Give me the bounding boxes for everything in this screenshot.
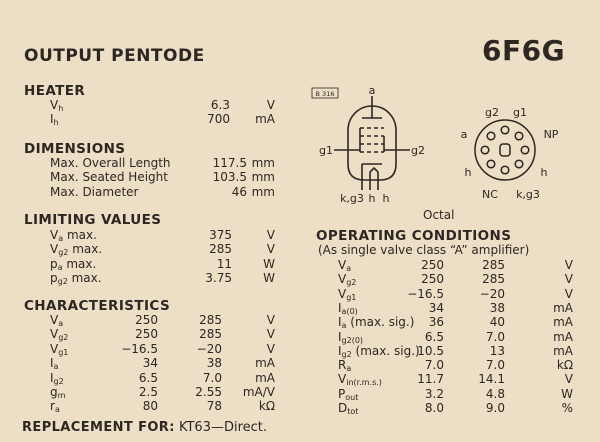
table-row <box>0 315 600 329</box>
row-value-1: 250 <box>135 313 158 327</box>
replacement-label: REPLACEMENT FOR: <box>22 420 175 435</box>
pin-g1-label: g1 <box>513 106 527 119</box>
row-value-1: 8.0 <box>424 401 444 415</box>
row-value-2: 285 <box>199 313 222 327</box>
symbol-heater-label-2: h <box>382 192 390 205</box>
row-value-1: 250 <box>135 327 158 342</box>
row-unit: W <box>263 256 275 271</box>
table-row <box>0 341 600 359</box>
row-unit: V <box>266 327 275 342</box>
row-label: $V_{g1}$ <box>338 286 357 302</box>
row-value-2: 285 <box>199 327 222 342</box>
row-unit: mA <box>553 300 573 315</box>
base-type-label: Octal <box>423 208 455 222</box>
row-label: $V_{g2}$ max. <box>50 242 103 258</box>
row-unit: V <box>564 272 573 287</box>
row-unit: mA <box>255 370 275 385</box>
row-value-1: −16.5 <box>121 341 158 356</box>
row-unit: mA <box>553 315 573 330</box>
row-value-1: 80 <box>142 399 158 414</box>
row-unit: % <box>561 401 573 415</box>
row-label: $I_h$ <box>50 112 59 127</box>
table-row <box>0 387 600 401</box>
table-row <box>0 272 600 286</box>
row-value-1: 7.0 <box>424 358 444 373</box>
row-label: $I_{g2}$ <box>50 370 64 386</box>
row-label: $p_a$ max. <box>50 256 97 272</box>
pin-k-label: k,g3 <box>516 188 540 201</box>
row-label: $I_{a(0)}$ <box>338 300 358 316</box>
row-value-2: 2.55 <box>195 385 222 399</box>
row-unit: mm <box>251 156 275 170</box>
row-label: $I_a$ (max. sig.) <box>338 315 415 331</box>
row-unit: mm <box>251 170 275 185</box>
row-label: Max. Overall Length <box>50 156 171 170</box>
row-value-2: 38 <box>489 300 505 315</box>
replacement-value: KT63—Direct. <box>178 420 268 435</box>
pin-a-label: a <box>460 128 468 141</box>
row-label: Max. Seated Height <box>50 170 168 185</box>
row-value-2: 40 <box>489 315 505 330</box>
dimensions-heading: DIMENSIONS <box>24 141 126 157</box>
base-code-box <box>312 88 338 98</box>
row-label: $V_{g2}$ <box>50 327 69 343</box>
row-label: $I_{g2(0)}$ <box>338 329 364 345</box>
row-value-1: 2.5 <box>138 385 158 399</box>
table-row <box>0 358 600 372</box>
characteristics-heading: CHARACTERISTICS <box>24 298 171 314</box>
row-label: $V_{g2}$ <box>338 272 357 288</box>
valve-symbol <box>334 96 410 190</box>
row-unit: V <box>266 242 275 257</box>
tube-type: 6F6G <box>482 34 566 67</box>
row-value-2: 14.1 <box>478 372 505 387</box>
row-value-1: 34 <box>428 300 444 315</box>
row-unit: mA <box>553 329 573 344</box>
row-value-2: −20 <box>479 286 505 301</box>
row-value-1: 10.5 <box>417 343 444 358</box>
row-value-2: 4.8 <box>485 386 505 401</box>
symbol-g1-label: g1 <box>319 144 333 157</box>
row-value-2: 7.0 <box>202 370 222 385</box>
row-value-1: 36 <box>428 315 444 330</box>
row-value-2: 285 <box>482 272 505 287</box>
row-value-2: 285 <box>482 258 505 272</box>
valve-diagram <box>300 80 590 220</box>
row-value-2: −20 <box>196 341 222 356</box>
row-unit: mA <box>255 356 275 371</box>
row-value: 117.5 <box>212 156 247 170</box>
row-value-1: −16.5 <box>407 286 444 301</box>
row-unit: W <box>561 386 573 401</box>
row-value-2: 38 <box>206 356 222 371</box>
row-label: $R_a$ <box>338 358 352 374</box>
row-unit: V <box>266 98 275 112</box>
table-row <box>0 401 600 415</box>
row-value: 6.3 <box>210 98 230 112</box>
row-value-2: 9.0 <box>485 401 505 415</box>
row-label: $D_{tot}$ <box>338 401 359 416</box>
table-row <box>0 301 600 315</box>
octal-base <box>475 120 535 180</box>
row-value: 3.75 <box>205 270 232 285</box>
row-label: $V_a$ max. <box>50 228 97 243</box>
row-value-2: 7.0 <box>485 329 505 344</box>
limiting-heading: LIMITING VALUES <box>24 212 162 228</box>
row-value-1: 6.5 <box>424 329 444 344</box>
row-unit: mA/V <box>242 385 275 399</box>
row-label: $V_h$ <box>50 98 64 113</box>
symbol-g2-label: g2 <box>411 144 425 157</box>
row-value: 11 <box>216 256 232 271</box>
row-label: $V_a$ <box>338 258 352 273</box>
symbol-anode-label: a <box>368 84 376 97</box>
row-label: $V_{g1}$ <box>50 341 69 357</box>
row-label: $V_{in(r.m.s.)}$ <box>338 372 382 388</box>
symbol-heater-label-1: h <box>368 192 376 205</box>
row-value-2: 13 <box>489 343 505 358</box>
row-label: Max. Diameter <box>50 184 139 199</box>
row-value-1: 250 <box>421 272 444 287</box>
heater-heading: HEATER <box>24 83 86 99</box>
pin-h1-label: h <box>464 166 472 179</box>
table-row <box>0 258 600 272</box>
row-unit: V <box>564 372 573 387</box>
pin-np-label: NP <box>543 128 559 141</box>
table-row <box>0 372 600 386</box>
row-unit: V <box>266 341 275 356</box>
operating-heading: OPERATING CONDITIONS <box>316 228 512 244</box>
table-row <box>0 330 600 344</box>
row-unit: V <box>564 258 573 272</box>
row-value: 285 <box>209 242 232 257</box>
pin-h2-label: h <box>540 166 548 179</box>
row-value: 103.5 <box>212 170 247 185</box>
operating-subheading: (As single valve class “A” amplifier) <box>318 243 530 257</box>
row-value: 46 <box>231 184 247 199</box>
row-label: $I_a$ <box>50 356 59 372</box>
row-value-1: 34 <box>142 356 158 371</box>
row-unit: kΩ <box>556 358 573 373</box>
replacement-line <box>22 420 267 435</box>
row-value-1: 11.7 <box>417 372 444 387</box>
pin-g2-label: g2 <box>485 106 499 119</box>
row-value-2: 7.0 <box>485 358 505 373</box>
svg-text:B 316: B 316 <box>315 90 335 98</box>
row-value-2: 78 <box>206 399 222 414</box>
row-label: $V_a$ <box>50 313 64 328</box>
row-value: 700 <box>207 112 230 126</box>
table-row <box>0 287 600 301</box>
row-value: 375 <box>209 228 232 242</box>
row-label: $g_m$ <box>50 385 66 400</box>
row-value-1: 250 <box>421 258 444 272</box>
row-unit: V <box>564 286 573 301</box>
row-value-1: 3.2 <box>424 386 444 401</box>
row-value-1: 6.5 <box>138 370 158 385</box>
row-label: $r_a$ <box>50 399 60 415</box>
row-label: $p_{g2}$ max. <box>50 270 102 286</box>
row-label: $P_{out}$ <box>338 386 359 402</box>
row-unit: V <box>266 313 275 327</box>
pin-nc-label: NC <box>482 188 498 201</box>
row-unit: V <box>266 228 275 242</box>
row-unit: W <box>263 270 275 285</box>
row-label: $I_{g2}$ (max. sig.) <box>338 343 420 359</box>
row-unit: kΩ <box>258 399 275 414</box>
page-title: OUTPUT PENTODE <box>24 46 205 66</box>
row-unit: mm <box>251 184 275 199</box>
symbol-cathode-label: k,g3 <box>340 192 364 205</box>
row-unit: mA <box>553 343 573 358</box>
row-unit: mA <box>255 112 275 126</box>
